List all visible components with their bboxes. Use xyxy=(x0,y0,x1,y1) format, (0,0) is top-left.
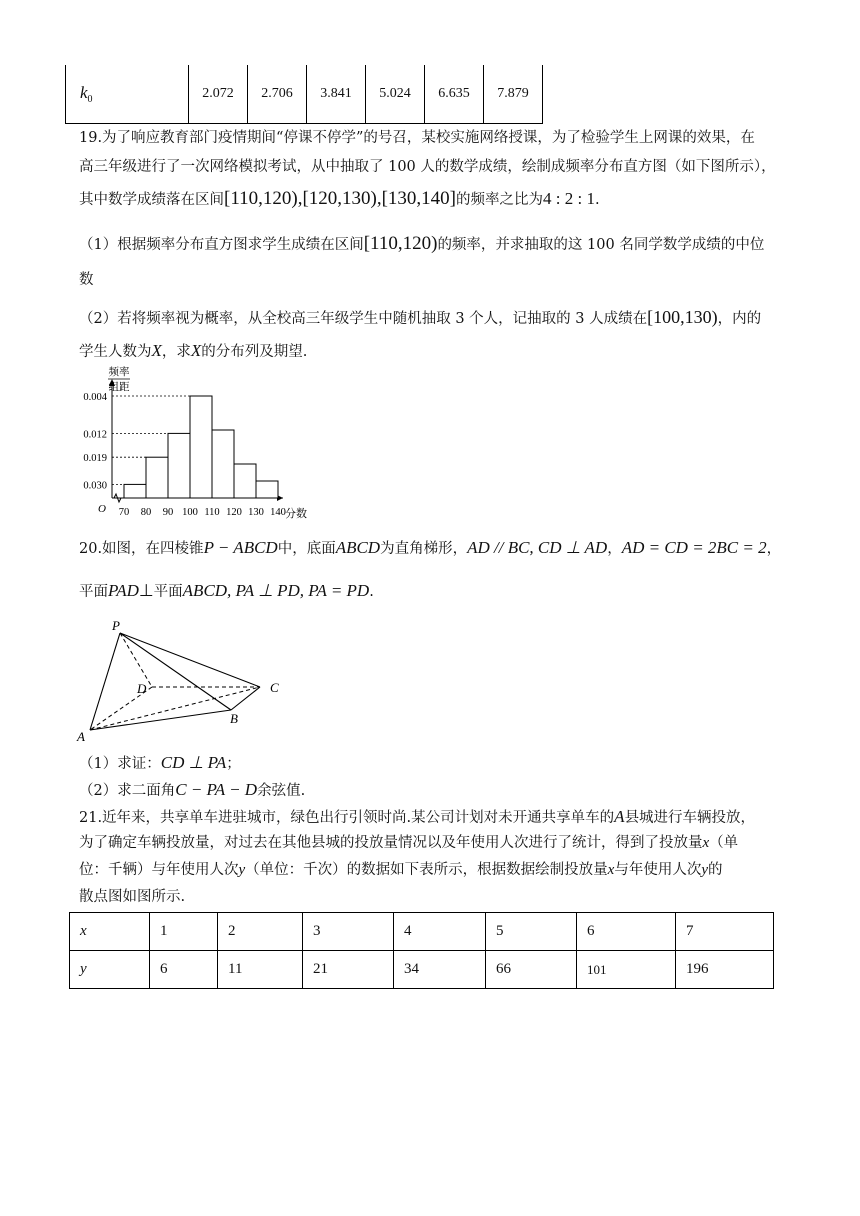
histogram-bar xyxy=(212,430,234,498)
q21-line1 xyxy=(79,807,755,828)
q21-line2-post: （单 xyxy=(709,835,739,851)
q19-part1-interval: [110,120) xyxy=(363,233,438,254)
x-cell: 4 xyxy=(394,913,486,951)
histogram-bar xyxy=(234,464,256,498)
y-cell: 6 xyxy=(150,951,218,989)
q21-var-x: x xyxy=(702,835,710,851)
q19-part1-post: 的频率，并求抽取的这 100 名同学数学成绩的中位 xyxy=(437,237,765,253)
origin-label: O xyxy=(98,503,106,515)
x-tick-label: 140 xyxy=(270,507,286,518)
k0-label xyxy=(66,65,189,124)
edge-ab xyxy=(90,710,231,730)
xy-data-table xyxy=(69,912,774,989)
q21-line3-pre: 位：千辆）与年使用人次 xyxy=(79,862,239,878)
y-tick-label: 0.012 xyxy=(83,429,107,441)
x-cell: 3 xyxy=(303,913,394,951)
q20-pyramid: P − ABCD xyxy=(203,538,278,557)
histogram-bar xyxy=(124,484,146,498)
x-cell: 1 xyxy=(150,913,218,951)
y-cell: 11 xyxy=(218,951,303,989)
q20-part1-math: CD ⊥ PA xyxy=(160,753,227,772)
histogram-bar xyxy=(168,433,190,498)
q20-cond1: AD // BC, CD ⊥ AD xyxy=(467,538,608,557)
y-cell: 21 xyxy=(303,951,394,989)
x-cell: 2 xyxy=(218,913,303,951)
q20-part2-math: C − PA − D xyxy=(175,780,258,799)
y-header: y xyxy=(70,951,150,989)
q20-line1-sep: ， xyxy=(607,541,622,557)
k0-value: 7.879 xyxy=(484,65,543,124)
q20-line1-pre: 20.如图，在四棱锥 xyxy=(79,541,204,557)
x-tick-label: 80 xyxy=(140,507,152,518)
q19-part1-pre: （1）根据频率分布直方图求学生成绩在区间 xyxy=(79,237,364,253)
k0-value: 5.024 xyxy=(366,65,425,124)
y-cell: 101 xyxy=(577,951,676,989)
edge-bc xyxy=(231,687,260,710)
y-axis-label-bottom: 组距 xyxy=(108,382,130,393)
q19-line3 xyxy=(79,189,600,210)
x-cell: 6 xyxy=(577,913,676,951)
q20-part2-end: 余弦值. xyxy=(257,783,306,799)
edge-pa xyxy=(90,633,120,730)
q19-line3-mid: 的频率之比为 xyxy=(456,192,544,208)
y-cell: 196 xyxy=(676,951,774,989)
q20-base: ABCD xyxy=(335,538,381,557)
q21-line1-post: 县城进行车辆投放， xyxy=(624,810,756,826)
q21-var-y: y xyxy=(238,862,246,878)
x-axis-label: 分数 xyxy=(285,508,307,520)
k0-value: 2.072 xyxy=(189,65,248,124)
q20-line1 xyxy=(79,538,781,559)
q19-part2-mid: ，求 xyxy=(161,344,191,360)
q20-part2-pre: （2）求二面角 xyxy=(79,783,176,799)
q19-line2: 高三年级进行了一次网络模拟考试，从中抽取了 100 人的数学成绩，绘制成频率分布直方图（如下图所示）， xyxy=(79,159,776,175)
edge-pd-hidden xyxy=(120,633,152,687)
q21-line3-mid: （单位：千次）的数据如下表所示，根据数据绘制投放量 xyxy=(245,862,608,878)
k0-label-sub: 0 xyxy=(87,93,93,105)
k0-label-base: k xyxy=(80,83,88,103)
label-a: A xyxy=(77,729,85,744)
q20-plane-pad: PAD xyxy=(108,581,139,600)
q21-line3-end: 的 xyxy=(708,862,723,878)
q21-line2 xyxy=(79,833,738,853)
y-cell: 66 xyxy=(486,951,577,989)
k0-row xyxy=(66,65,543,124)
y-tick-label: 0.004 xyxy=(83,392,107,403)
q19-var-x2: X xyxy=(190,341,202,360)
q20-line1-end: ， xyxy=(766,541,782,557)
q21-line3-mid2: 与年使用人次 xyxy=(614,862,702,878)
x-tick-label: 70 xyxy=(118,507,130,518)
q21-line4: 散点图如图所示. xyxy=(79,889,186,905)
q19-part2-pre: （2）若将频率视为概率，从全校高三年级学生中随机抽取 3 个人，记抽取的 3 人成绩在 xyxy=(79,311,648,327)
q21-line1-pre: 21.近年来，共享单车进驻城市，绿色出行引领时尚.某公司计划对未开通共享单车的 xyxy=(79,810,615,826)
q19-part2-post: ，内的 xyxy=(717,311,762,327)
q20-cond2: AD = CD = 2BC = 2 xyxy=(621,538,767,557)
label-d: D xyxy=(137,681,147,696)
q20-part1-pre: （1）求证： xyxy=(79,756,161,772)
q19-part2-interval: [100,130) xyxy=(647,307,718,327)
x-tick-label: 100 xyxy=(182,507,198,518)
q19-part2-line2-pre: 学生人数为 xyxy=(79,344,152,360)
x-cell: 5 xyxy=(486,913,577,951)
y-tick-label: 0.019 xyxy=(83,453,107,465)
q20-line2-end: . xyxy=(369,584,374,600)
q20-part1 xyxy=(79,753,241,774)
x-row xyxy=(70,913,774,951)
pyramid-figure xyxy=(74,618,294,746)
x-header: x xyxy=(70,913,150,951)
q19-part1 xyxy=(79,234,764,255)
q20-perp: ⊥ xyxy=(138,581,154,600)
q20-line2-mid: 平面 xyxy=(153,584,183,600)
q19-line3-pre: 其中数学成绩落在区间 xyxy=(79,192,224,208)
q20-line2-pre: 平面 xyxy=(79,584,108,600)
q19-part1-line2: 数 xyxy=(79,272,94,288)
k0-value: 6.635 xyxy=(425,65,484,124)
x-tick-label: 90 xyxy=(162,507,174,518)
label-c: C xyxy=(270,680,279,695)
q20-line1-mid2: 为直角梯形， xyxy=(380,541,468,557)
x-tick-label: 120 xyxy=(226,507,242,518)
q21-var-a: A xyxy=(614,807,625,826)
k0-value: 2.706 xyxy=(248,65,307,124)
q19-part2-line2 xyxy=(79,341,307,362)
edge-pc xyxy=(120,633,260,687)
q21-line2-pre: 为了确定车辆投放量，对过去在其他县城的投放量情况以及年使用人次进行了统计，得到了投放量 xyxy=(79,835,703,851)
q20-part2 xyxy=(79,780,305,801)
frequency-histogram xyxy=(70,363,340,526)
y-axis-label-top: 频率 xyxy=(108,367,130,378)
q19-part2 xyxy=(79,307,761,329)
q19-line3-end: . xyxy=(594,192,600,208)
histogram-bar xyxy=(256,481,278,498)
y-tick-label: 0.030 xyxy=(83,480,107,492)
q21-line3 xyxy=(79,860,723,880)
q19-ratio: 4 : 2 : 1 xyxy=(543,189,595,208)
q21-var-y2: y xyxy=(701,862,709,878)
y-cell: 34 xyxy=(394,951,486,989)
x-tick-label: 130 xyxy=(248,507,264,518)
q20-line2 xyxy=(79,581,374,602)
q20-part1-end: ； xyxy=(226,756,241,772)
q19-var-x: X xyxy=(151,341,162,360)
q19-line1: 19.为了响应教育部门疫情期间“停课不停学”的号召，某校实施网络授课，为了检验学生上网课的效果，在 xyxy=(79,130,755,146)
label-p: P xyxy=(112,618,120,633)
q20-line1-mid: 中，底面 xyxy=(277,541,336,557)
k0-value: 3.841 xyxy=(307,65,366,124)
label-b: B xyxy=(230,711,238,726)
x-tick-label: 110 xyxy=(204,507,220,518)
q19-intervals: [110,120),[120,130),[130,140] xyxy=(224,188,457,209)
q20-cond3: ABCD, PA ⊥ PD, PA = PD xyxy=(182,581,370,600)
x-cell: 7 xyxy=(676,913,774,951)
q21-var-x2: x xyxy=(607,862,615,878)
k0-table xyxy=(65,65,543,124)
q19-part2-end: 的分布列及期望. xyxy=(201,344,308,360)
histogram-bar xyxy=(146,457,168,498)
y-row xyxy=(70,951,774,989)
histogram-bar xyxy=(190,396,212,498)
